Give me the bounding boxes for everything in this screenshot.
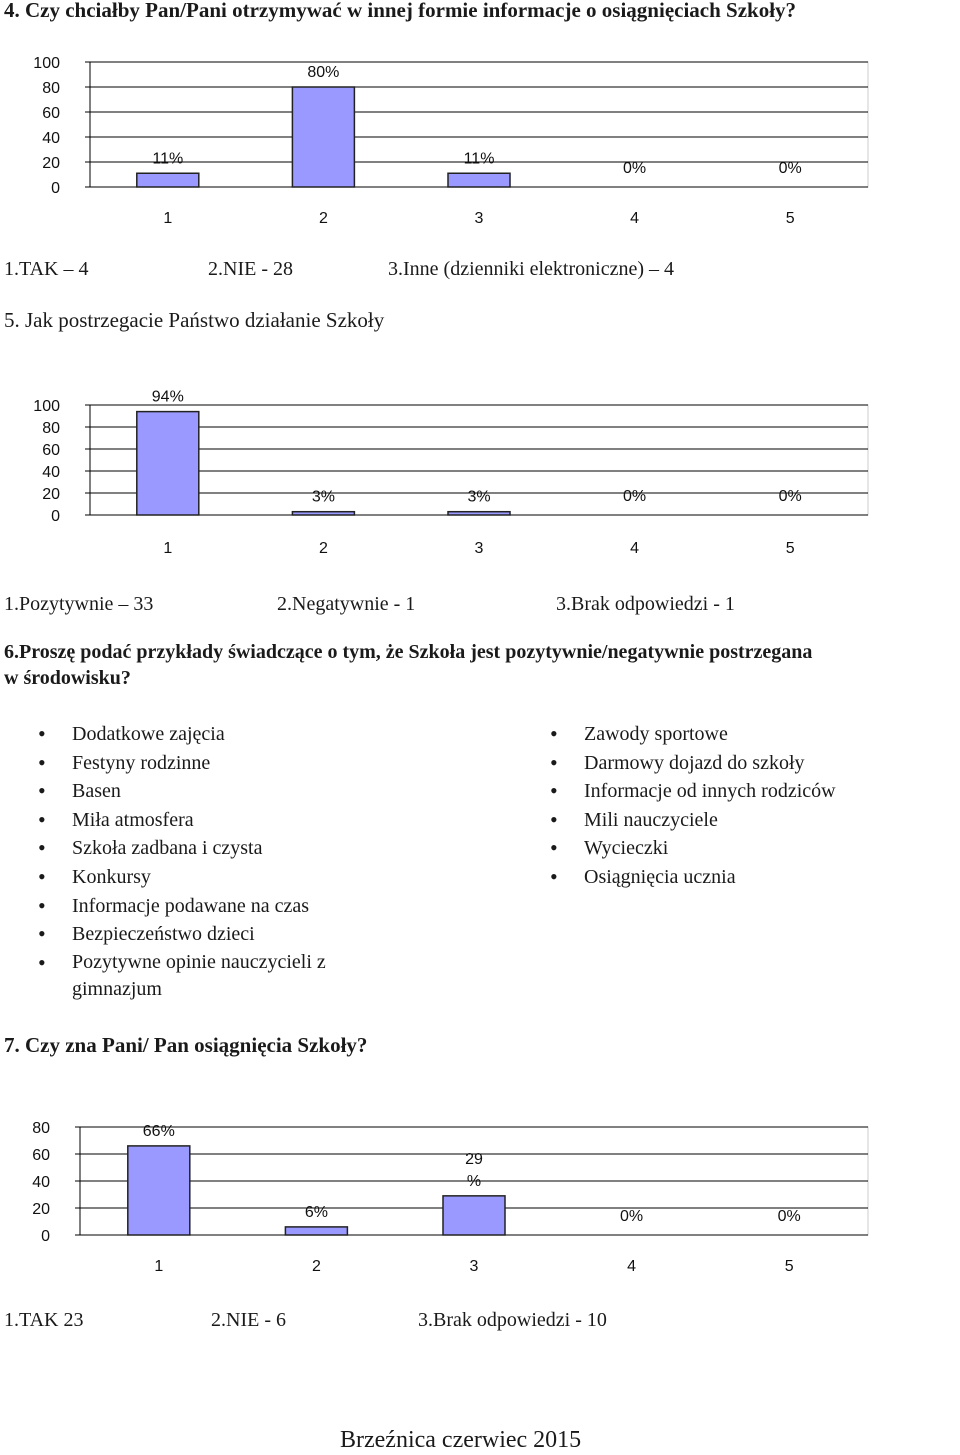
q5-answer-2: 2.Negatywnie - 1 — [277, 593, 416, 615]
list-item — [0, 720, 836, 749]
list-item-label: Basen — [72, 780, 121, 803]
list-item — [0, 863, 836, 892]
plot-area — [90, 62, 868, 187]
data-label: 3% — [467, 488, 491, 506]
list-item — [0, 892, 392, 921]
data-label: 80% — [307, 64, 340, 81]
list-item — [0, 806, 836, 835]
category-label: 2 — [311, 1258, 321, 1275]
category-label: 1 — [163, 540, 173, 557]
y-tick-label: 60 — [42, 442, 60, 459]
bar — [292, 87, 354, 187]
list-item-label: Osiągnięcia ucznia — [584, 865, 736, 888]
bar — [292, 512, 354, 515]
q6-title-line1: 6.Proszę podać przykłady świadczące o tym, że Szkoła jest pozytywnie/negatywnie postrzegana — [4, 641, 813, 663]
bar — [448, 512, 510, 515]
q4-bar-chart — [0, 40, 960, 240]
list-item — [0, 749, 836, 778]
y-tick-label: 0 — [51, 180, 60, 197]
data-label: 29 — [465, 1150, 483, 1168]
y-tick-label: 80 — [42, 420, 60, 437]
y-tick-label: 0 — [41, 1228, 50, 1245]
y-tick-label: 0 — [51, 508, 60, 525]
category-label: 5 — [784, 1258, 794, 1275]
data-label: 6% — [304, 1203, 328, 1221]
q7-bar-chart — [0, 1105, 960, 1285]
data-label: 0% — [623, 160, 647, 177]
category-label: 4 — [630, 540, 640, 557]
data-label: 0% — [778, 160, 802, 177]
list-item-label: Informacje podawane na czas — [72, 894, 310, 917]
data-label: 66% — [142, 1122, 175, 1140]
list-item — [0, 949, 392, 1003]
y-tick-label: 20 — [32, 1201, 50, 1218]
list-item-label: Konkursy — [72, 865, 151, 888]
bar — [443, 1196, 505, 1235]
list-item-label: Miła atmosfera — [72, 808, 194, 831]
data-label: 0% — [623, 488, 647, 505]
y-tick-label: 40 — [42, 130, 60, 147]
q7-answer-2: 2.NIE - 6 — [211, 1309, 286, 1331]
bar — [448, 173, 510, 187]
list-item — [0, 834, 836, 863]
category-label: 2 — [318, 210, 328, 227]
y-tick-label: 80 — [32, 1120, 50, 1137]
bar — [128, 1146, 190, 1235]
q5-chart — [0, 370, 960, 570]
data-label: 0% — [620, 1208, 644, 1225]
y-tick-label: 80 — [42, 80, 60, 97]
q5-answer-1: 1.Pozytywnie – 33 — [4, 593, 154, 615]
y-tick-label: 100 — [33, 398, 60, 415]
data-label: 0% — [778, 488, 802, 505]
q5-answer-3: 3.Brak odpowiedzi - 1 — [556, 593, 735, 615]
list-item-label: Wycieczki — [584, 837, 669, 860]
y-tick-label: 40 — [32, 1174, 50, 1191]
category-label: 5 — [785, 210, 795, 227]
list-item-label: • Pozytywne opinie nauczycieli z gimnazjum — [72, 950, 326, 1000]
list-item-label: Mili nauczyciele — [584, 808, 718, 831]
q7-chart — [0, 1105, 960, 1285]
q7-title: 7. Czy zna Pani/ Pan osiągnięcia Szkoły? — [4, 1033, 368, 1057]
list-item-label: Dodatkowe zajęcia — [72, 723, 225, 745]
y-tick-label: 60 — [32, 1147, 50, 1164]
category-label: 4 — [627, 1258, 637, 1275]
q6-right-list — [0, 720, 836, 892]
category-label: 3 — [469, 1258, 479, 1275]
category-label: 4 — [630, 210, 640, 227]
bar — [285, 1227, 347, 1235]
y-tick-label: 20 — [42, 486, 60, 503]
q4-answer-3: 3.Inne (dzienniki elektroniczne) – 4 — [388, 258, 674, 280]
data-label: 11% — [463, 150, 495, 168]
y-tick-label: 60 — [42, 105, 60, 122]
q4-answer-2: 2.NIE - 28 — [208, 258, 293, 280]
list-item-label: Szkoła zadbana i czysta — [72, 837, 263, 860]
q4-answer-1: 1.TAK – 4 — [4, 258, 89, 280]
y-tick-label: 100 — [33, 55, 60, 72]
data-label: % — [466, 1172, 482, 1190]
category-label: 1 — [163, 210, 173, 227]
q4-chart — [0, 40, 960, 240]
data-label: 94% — [151, 388, 184, 406]
list-item-label: Informacje od innych rodziców — [584, 780, 836, 803]
bar — [137, 412, 199, 515]
q6-title-line2: w środowisku? — [4, 667, 131, 689]
y-tick-label: 20 — [42, 155, 60, 172]
q5-title: 5. Jak postrzegacie Państwo działanie Szkoły — [4, 308, 385, 332]
q7-answer-3: 3.Brak odpowiedzi - 10 — [418, 1309, 607, 1331]
list-item-label: Darmowy dojazd do szkoły — [584, 751, 805, 774]
list-item-label: Zawody sportowe — [584, 723, 728, 745]
category-label: 3 — [474, 210, 484, 227]
list-item — [0, 920, 392, 949]
data-label: 11% — [152, 150, 184, 168]
q5-bar-chart — [0, 370, 960, 570]
category-label: 1 — [154, 1258, 164, 1275]
category-label: 3 — [474, 540, 484, 557]
category-label: 2 — [318, 540, 328, 557]
list-item — [0, 777, 836, 806]
data-label: 0% — [777, 1208, 801, 1225]
list-item-label: Festyny rodzinne — [72, 751, 211, 774]
q7-answer-1: 1.TAK 23 — [4, 1309, 84, 1331]
q4-title: 4. Czy chciałby Pan/Pani otrzymywać w innej formie informacje o osiągnięciach Szkoły? — [4, 0, 797, 22]
list-item-label: Bezpieczeństwo dzieci — [72, 923, 255, 946]
data-label: 3% — [311, 488, 335, 506]
y-tick-label: 40 — [42, 464, 60, 481]
bar — [137, 173, 199, 187]
category-label: 5 — [785, 540, 795, 557]
page-footer: Brzeźnica czerwiec 2015 — [340, 1427, 582, 1453]
